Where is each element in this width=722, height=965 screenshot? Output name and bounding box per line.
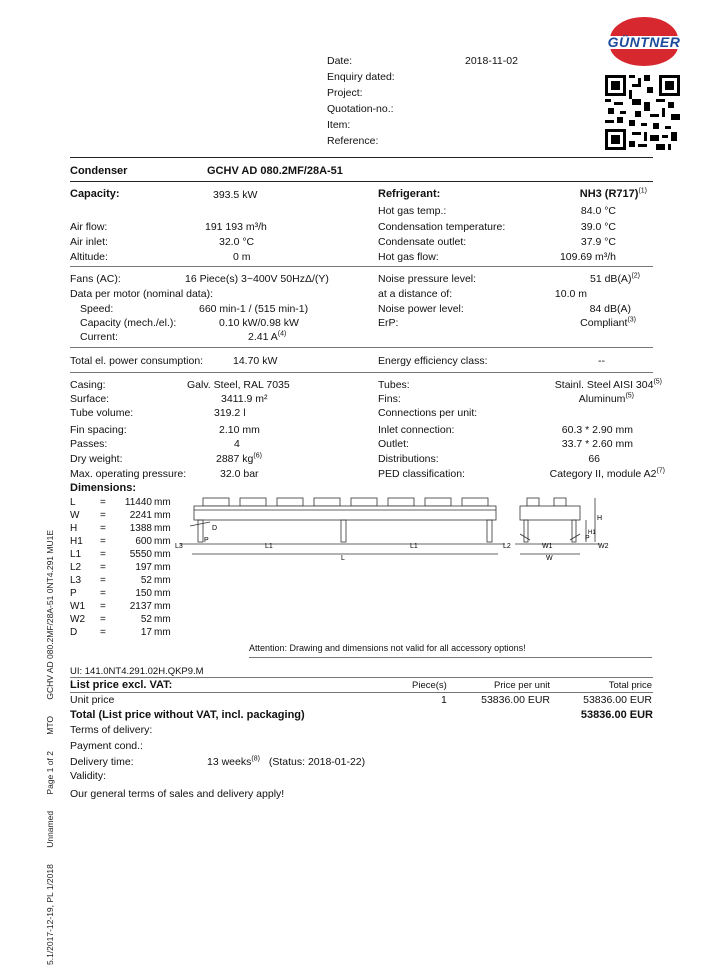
dimension-row	[70, 627, 171, 638]
dimension-row	[70, 588, 171, 599]
outlet-value: 33.7 * 2.60 mm	[561, 438, 633, 450]
motor-capacity-value: 0.10 kW/0.98 kW	[219, 317, 299, 329]
fan-box	[277, 498, 303, 506]
dimension-eq: =	[100, 601, 106, 612]
dimension-value: 52	[140, 614, 152, 625]
sidebar-model: GCHV AD 080.2MF/28A-51 0NT4.291 MU1E	[45, 529, 55, 700]
connections-label: Connections per unit:	[378, 407, 478, 419]
dimension-eq: =	[100, 627, 106, 638]
condensate-outlet-label: Condensate outlet:	[378, 236, 467, 248]
dimension-eq: =	[100, 497, 106, 508]
erp-note: (3)	[627, 316, 636, 324]
dimension-value: 2241	[129, 510, 152, 521]
dimension-eq: =	[100, 523, 106, 534]
tubes-text: Stainl. Steel AISI 304	[554, 379, 654, 391]
altitude-label: Altitude:	[70, 251, 108, 263]
condensation-temp-value: 39.0 °C	[580, 221, 616, 233]
hot-gas-flow-value: 109.69 m³/h	[559, 251, 616, 263]
dimension-unit: mm	[154, 601, 171, 612]
tube-volume-label: Tube volume:	[70, 407, 134, 419]
delivery-status: (Status: 2018-01-22)	[268, 756, 366, 768]
refrigerant-text: NH3 (R717)	[579, 188, 639, 200]
dimension-eq: =	[100, 536, 106, 547]
dimension-key: D	[70, 627, 78, 638]
distance-value: 10.0 m	[554, 288, 587, 300]
distance-label: at a distance of:	[378, 288, 453, 300]
sidebar-vertical-text	[45, 205, 55, 965]
max-pressure-value: 32.0 bar	[220, 468, 259, 480]
dimension-row	[70, 549, 171, 560]
dimension-row	[70, 562, 171, 573]
inlet-connection-label: Inlet connection:	[378, 424, 455, 436]
noise-pressure-value	[520, 273, 640, 285]
condensation-temp-label: Condensation temperature:	[378, 221, 506, 233]
product-type: Condenser	[70, 165, 128, 177]
divider	[70, 372, 653, 373]
reference-label: Reference:	[327, 135, 379, 147]
unit-drawing	[170, 494, 620, 564]
fan-box	[462, 498, 488, 506]
dimensions-label: Dimensions:	[70, 482, 137, 494]
inlet-connection-value: 60.3 * 2.90 mm	[561, 424, 633, 436]
dimension-unit: mm	[154, 523, 171, 534]
drawing-label-h: H	[597, 515, 603, 522]
divider	[70, 347, 653, 348]
hot-gas-temp-label: Hot gas temp.:	[378, 205, 447, 217]
drawing-label-l1-a: L1	[265, 543, 273, 550]
drawing-label-w: W	[546, 555, 553, 562]
ped-text: Category II, module A2	[549, 468, 657, 480]
fan-box	[240, 498, 266, 506]
altitude-value: 0 m	[233, 251, 251, 263]
speed-value: 660 min-1 / (515 min-1)	[199, 303, 309, 315]
dimension-row	[70, 536, 171, 547]
dimension-key: H1	[70, 536, 83, 547]
date-label: Date:	[327, 55, 353, 67]
drawing-label-l1-b: L1	[410, 543, 418, 550]
drawing-label-l2: L2	[503, 543, 511, 550]
dimension-eq: =	[100, 510, 106, 521]
tube-volume-value: 319.2 l	[214, 407, 246, 419]
power-consumption-label: Total el. power consumption:	[70, 355, 204, 367]
product-model: GCHV AD 080.2MF/28A-51	[207, 165, 343, 177]
col-pieces: Piece(s)	[412, 680, 447, 691]
col-unit-price: Price per unit	[494, 680, 550, 691]
fins-note: (5)	[625, 392, 634, 400]
distributions-value: 66	[588, 453, 600, 465]
air-flow-label: Air flow:	[70, 221, 108, 233]
fin-spacing-label: Fin spacing:	[70, 424, 127, 436]
ped-label: PED classification:	[378, 468, 465, 480]
fans-label: Fans (AC):	[70, 273, 121, 285]
dimension-key: W2	[70, 614, 85, 625]
divider	[70, 181, 653, 182]
erp-value	[520, 317, 636, 329]
dimension-key: L3	[70, 575, 82, 586]
date-value: 2018-11-02	[465, 55, 518, 67]
ped-note: (7)	[656, 467, 665, 475]
fan-box	[351, 498, 377, 506]
erp-text: Compliant	[580, 317, 628, 329]
dimension-unit: mm	[154, 497, 171, 508]
delivery-note: (8)	[251, 755, 260, 763]
side-view	[180, 498, 505, 554]
noise-pressure-label: Noise pressure level:	[378, 273, 477, 285]
divider	[70, 692, 653, 693]
energy-class-value: --	[598, 355, 605, 367]
dimension-key: H	[70, 523, 78, 534]
capacity-label: Capacity:	[70, 188, 120, 200]
dimension-value: 150	[135, 588, 152, 599]
col-total-price: Total price	[608, 680, 652, 691]
dimension-key: L2	[70, 562, 82, 573]
dimension-value: 600	[135, 536, 152, 547]
dimension-unit: mm	[154, 614, 171, 625]
dimension-row	[70, 614, 171, 625]
power-consumption-value: 14.70 kW	[233, 355, 278, 367]
item-label: Item:	[327, 119, 351, 131]
sidebar-mto: MTO	[45, 715, 55, 735]
dimension-eq: =	[100, 588, 106, 599]
tubes-value	[500, 379, 662, 391]
distributions-label: Distributions:	[378, 453, 439, 465]
dry-weight-text: 2887 kg	[216, 453, 254, 465]
fin-spacing-value: 2.10 mm	[219, 424, 260, 436]
casing-label: Casing:	[70, 379, 106, 391]
fins-value	[500, 393, 634, 405]
dimension-unit: mm	[154, 575, 171, 586]
dimension-value: 197	[135, 562, 152, 573]
unit-price-total: 53836.00 EUR	[583, 694, 652, 706]
dimension-key: L	[70, 497, 76, 508]
drawing-label-d: D	[212, 525, 218, 532]
dimension-value: 11440	[124, 497, 152, 508]
divider	[70, 266, 653, 267]
drawing-label-h1: H1	[588, 530, 596, 536]
dimension-unit: mm	[154, 536, 171, 547]
surface-label: Surface:	[70, 393, 110, 405]
fan-box	[314, 498, 340, 506]
dimension-value: 52	[140, 575, 152, 586]
fins-text: Aluminum	[578, 393, 626, 405]
divider	[70, 677, 653, 678]
project-label: Project:	[327, 87, 363, 99]
fan-box	[425, 498, 451, 506]
dimension-key: P	[70, 588, 77, 599]
dimension-key: W	[70, 510, 80, 521]
payment-label: Payment cond.:	[70, 740, 143, 752]
dimension-eq: =	[100, 575, 106, 586]
delivery-terms-label: Terms of delivery:	[70, 724, 153, 736]
unit-price-label: Unit price	[70, 694, 115, 706]
speed-label: Speed:	[80, 303, 114, 315]
outlet-label: Outlet:	[378, 438, 409, 450]
drawing-label-p-end: P	[585, 535, 590, 542]
condensate-outlet-value: 37.9 °C	[580, 236, 616, 248]
drawing-label-l3: L3	[175, 543, 183, 550]
ui-code: UI: 141.0NT4.291.02H.QKP9.M	[70, 666, 204, 677]
tubes-note: (5)	[653, 378, 662, 386]
dimension-key: W1	[70, 601, 85, 612]
dimension-value: 5550	[129, 549, 152, 560]
tubes-label: Tubes:	[378, 379, 410, 391]
validity-label: Validity:	[70, 770, 106, 782]
fan-box	[388, 498, 414, 506]
dimension-row	[70, 523, 171, 534]
attention-note: Attention: Drawing and dimensions not valid for all accessory options!	[249, 643, 526, 653]
dimension-eq: =	[100, 614, 106, 625]
delivery-time-label: Delivery time:	[70, 756, 134, 768]
enquiry-label: Enquiry dated:	[327, 71, 395, 83]
sidebar-page: Page 1 of 2	[45, 751, 55, 795]
dimension-row	[70, 497, 171, 508]
casing-value: Galv. Steel, RAL 7035	[187, 379, 290, 391]
max-pressure-label: Max. operating pressure:	[70, 468, 187, 480]
delivery-time-value	[207, 756, 365, 768]
drawing-label-w2: W2	[598, 543, 609, 550]
footer-terms: Our general terms of sales and delivery apply!	[70, 788, 285, 800]
list-price-title: List price excl. VAT:	[70, 679, 173, 691]
dimension-value: 17	[140, 627, 152, 638]
hot-gas-flow-label: Hot gas flow:	[378, 251, 439, 263]
dry-weight-value	[216, 453, 262, 465]
sidebar-project: Unnamed	[45, 810, 55, 848]
air-flow-value: 191 193 m³/h	[205, 221, 267, 233]
refrigerant-label: Refrigerant:	[378, 188, 441, 200]
motor-capacity-label: Capacity (mech./el.):	[80, 317, 177, 329]
end-view	[515, 498, 603, 554]
noise-pressure-text: 51 dB(A)	[590, 273, 632, 285]
divider	[70, 157, 653, 158]
passes-value: 4	[234, 438, 240, 450]
dimension-unit: mm	[154, 588, 171, 599]
unit-price-value: 53836.00 EUR	[481, 694, 550, 706]
fins-label: Fins:	[378, 393, 401, 405]
dimension-eq: =	[100, 549, 106, 560]
dimension-eq: =	[100, 562, 106, 573]
current-note: (4)	[277, 330, 287, 338]
sidebar-version: 5.1/2017-12-19, PL 1/2018	[45, 864, 55, 965]
current-text: 2.41 A	[248, 331, 278, 343]
refrigerant-value	[520, 188, 647, 200]
dimension-unit: mm	[154, 510, 171, 521]
grand-total-value: 53836.00 EUR	[580, 709, 653, 721]
dry-weight-note: (6)	[253, 452, 262, 460]
erp-label: ErP:	[378, 317, 399, 329]
refrigerant-note: (1)	[638, 187, 647, 195]
delivery-time-text: 13 weeks	[207, 756, 252, 768]
fans-value: 16 Piece(s) 3~400V 50HzΔ/(Y)	[185, 273, 329, 285]
divider	[249, 657, 652, 658]
dimension-unit: mm	[154, 627, 171, 638]
noise-power-label: Noise power level:	[378, 303, 464, 315]
air-inlet-label: Air inlet:	[70, 236, 108, 248]
unit-price-pieces: 1	[441, 694, 447, 706]
quotation-label: Quotation-no.:	[327, 103, 394, 115]
dimension-unit: mm	[154, 562, 171, 573]
current-value	[248, 331, 286, 343]
fan-box	[203, 498, 229, 506]
surface-value: 3411.9 m²	[221, 393, 268, 405]
dimension-unit: mm	[154, 549, 171, 560]
noise-pressure-note: (2)	[631, 272, 640, 280]
company-logo	[598, 12, 690, 67]
per-motor-label: Data per motor (nominal data):	[70, 288, 213, 300]
dimension-key: L1	[70, 549, 82, 560]
logo-text: GÜNTNER	[607, 34, 681, 50]
hot-gas-temp-value: 84.0 °C	[580, 205, 616, 217]
dimension-row	[70, 601, 171, 612]
dimension-row	[70, 575, 171, 586]
qr-code-icon	[605, 75, 680, 153]
dimension-row	[70, 510, 171, 521]
dimension-value: 1388	[129, 523, 152, 534]
current-label: Current:	[80, 331, 118, 343]
passes-label: Passes:	[70, 438, 108, 450]
drawing-label-p: P	[204, 537, 209, 544]
drawing-label-w1: W1	[542, 543, 553, 550]
air-inlet-value: 32.0 °C	[219, 236, 255, 248]
drawing-label-l: L	[341, 555, 345, 562]
grand-total-label: Total (List price without VAT, incl. packaging)	[70, 709, 305, 721]
ped-value	[500, 468, 665, 480]
capacity-value: 393.5 kW	[213, 189, 258, 201]
noise-power-value: 84 dB(A)	[589, 303, 631, 315]
dimension-value: 2137	[129, 601, 152, 612]
energy-class-label: Energy efficiency class:	[378, 355, 488, 367]
dry-weight-label: Dry weight:	[70, 453, 123, 465]
